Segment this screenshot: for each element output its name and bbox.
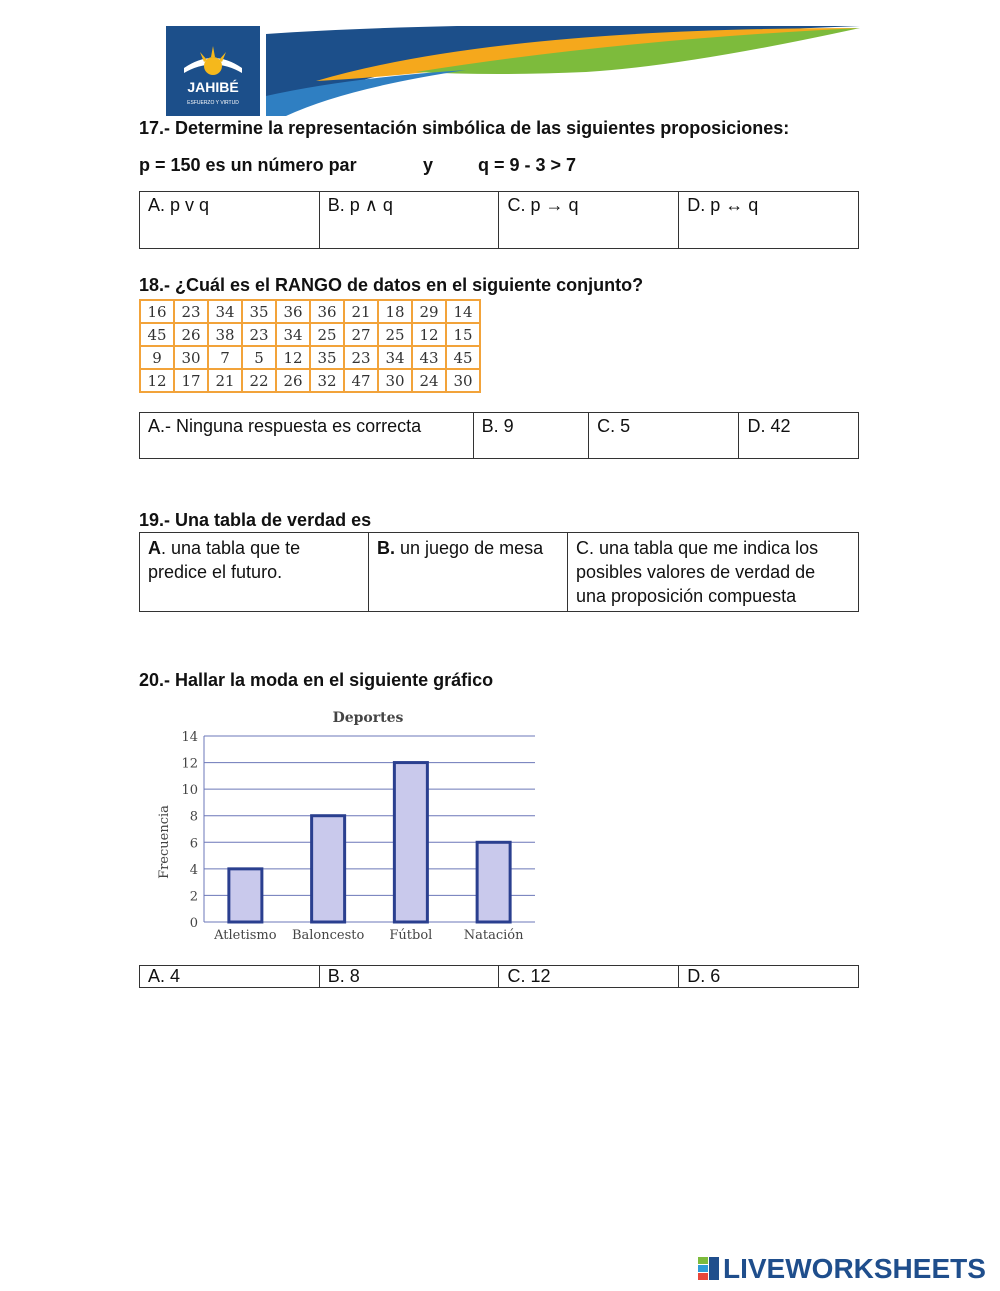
data-cell: 30 <box>446 369 480 392</box>
chart-ytick-label: 12 <box>181 756 198 772</box>
q17-q-text: q = 9 - 3 > 7 <box>478 155 577 175</box>
q17-option-a[interactable]: A. p v q <box>140 192 320 249</box>
q19-option-b-letter: B. <box>377 538 395 558</box>
data-cell: 21 <box>344 300 378 323</box>
q20-options-table <box>139 965 859 988</box>
q18-option-b[interactable]: B. 9 <box>473 413 589 459</box>
data-cell: 27 <box>344 323 378 346</box>
data-cell: 15 <box>446 323 480 346</box>
liveworksheets-logo[interactable] <box>698 1253 986 1285</box>
q19-options-table <box>139 532 859 612</box>
data-cell: 17 <box>174 369 208 392</box>
data-cell: 26 <box>276 369 310 392</box>
q19-option-b[interactable] <box>369 533 568 612</box>
data-cell: 23 <box>344 346 378 369</box>
q20-option-a[interactable]: A. 4 <box>140 966 320 988</box>
data-cell: 12 <box>140 369 174 392</box>
data-row <box>140 369 480 392</box>
chart-bar-2 <box>394 763 427 922</box>
data-cell: 45 <box>446 346 480 369</box>
q19-option-a-letter: A <box>148 538 161 558</box>
q19-option-a-text: . una tabla que te predice el futuro. <box>148 538 301 582</box>
q18-option-a[interactable]: A.- Ninguna respuesta es correcta <box>140 413 474 459</box>
q17-option-c[interactable]: C. p → q <box>499 192 679 249</box>
logo-tagline: ESFUERZO Y VIRTUD <box>187 100 239 106</box>
q17-title: 17.- Determine la representación simbólica de las siguientes proposiciones: <box>139 118 790 138</box>
data-cell: 38 <box>208 323 242 346</box>
q18-title: 18.- ¿Cuál es el RANGO de datos en el siguiente conjunto? <box>139 275 644 295</box>
q19-option-b-text: un juego de mesa <box>395 538 544 558</box>
header-banner <box>166 26 860 116</box>
bar-chart <box>150 700 550 950</box>
data-cell: 30 <box>378 369 412 392</box>
data-cell: 22 <box>242 369 276 392</box>
chart-bar-3 <box>477 842 510 922</box>
q17-option-d[interactable]: D. p ↔ q <box>679 192 859 249</box>
data-row <box>140 346 480 369</box>
q17-option-b[interactable]: B. p ∧ q <box>319 192 499 249</box>
data-cell: 25 <box>310 323 344 346</box>
q19-option-c[interactable]: C. una tabla que me indica los posibles valores de verdad de una proposición compuesta <box>568 533 859 612</box>
data-row <box>140 300 480 323</box>
chart-category-label: Atletismo <box>214 928 277 943</box>
data-cell: 18 <box>378 300 412 323</box>
data-cell: 35 <box>310 346 344 369</box>
data-cell: 9 <box>140 346 174 369</box>
liveworksheets-text: LIVEWORKSHEETS <box>723 1253 986 1284</box>
data-cell: 34 <box>208 300 242 323</box>
data-cell: 45 <box>140 323 174 346</box>
data-cell: 24 <box>412 369 446 392</box>
data-cell: 34 <box>276 323 310 346</box>
data-row <box>140 323 480 346</box>
data-cell: 29 <box>412 300 446 323</box>
q18-data-table <box>139 299 481 393</box>
q18-options-table <box>139 412 859 459</box>
chart-ylabel: Frecuencia <box>157 805 172 879</box>
chart-ytick-label: 6 <box>189 836 198 852</box>
q18-option-d[interactable]: D. 42 <box>739 413 859 459</box>
chart-bar-1 <box>312 816 345 922</box>
chart-title: Deportes <box>332 710 404 726</box>
chart-category-label: Baloncesto <box>291 928 365 943</box>
data-cell: 35 <box>242 300 276 323</box>
data-cell: 30 <box>174 346 208 369</box>
data-cell: 36 <box>276 300 310 323</box>
q20-option-d[interactable]: D. 6 <box>679 966 859 988</box>
data-cell: 5 <box>242 346 276 369</box>
chart-ytick-label: 8 <box>189 809 198 825</box>
chart-ytick-label: 4 <box>189 862 198 878</box>
data-cell: 32 <box>310 369 344 392</box>
q20-option-b[interactable]: B. 8 <box>319 966 499 988</box>
data-cell: 14 <box>446 300 480 323</box>
q20-title: 20.- Hallar la moda en el siguiente gráfico <box>139 670 494 690</box>
header-graphic <box>166 26 860 116</box>
data-cell: 7 <box>208 346 242 369</box>
chart-category-label: Natación <box>463 928 524 943</box>
data-cell: 12 <box>276 346 310 369</box>
data-cell: 23 <box>174 300 208 323</box>
data-cell: 23 <box>242 323 276 346</box>
data-cell: 34 <box>378 346 412 369</box>
chart-ytick-label: 2 <box>189 889 198 905</box>
q20-option-c[interactable]: C. 12 <box>499 966 679 988</box>
data-cell: 12 <box>412 323 446 346</box>
chart-ytick-label: 0 <box>189 916 198 931</box>
chart-bar-0 <box>229 869 262 922</box>
q17-y-text: y <box>423 155 434 175</box>
data-cell: 25 <box>378 323 412 346</box>
data-cell: 21 <box>208 369 242 392</box>
data-cell: 26 <box>174 323 208 346</box>
q17-p-text: p = 150 es un número par <box>139 155 357 175</box>
chart-category-label: Fútbol <box>389 928 433 943</box>
data-cell: 47 <box>344 369 378 392</box>
q17-options-table <box>139 191 859 249</box>
q19-option-a[interactable] <box>140 533 369 612</box>
data-cell: 16 <box>140 300 174 323</box>
chart-ytick-label: 14 <box>181 730 198 745</box>
q19-title: 19.- Una tabla de verdad es <box>139 510 372 530</box>
data-cell: 36 <box>310 300 344 323</box>
liveworksheets-icon <box>698 1257 720 1281</box>
data-cell: 43 <box>412 346 446 369</box>
logo-name: JAHIBÉ <box>187 79 239 95</box>
chart-ytick-label: 10 <box>181 783 198 799</box>
q18-option-c[interactable]: C. 5 <box>589 413 739 459</box>
